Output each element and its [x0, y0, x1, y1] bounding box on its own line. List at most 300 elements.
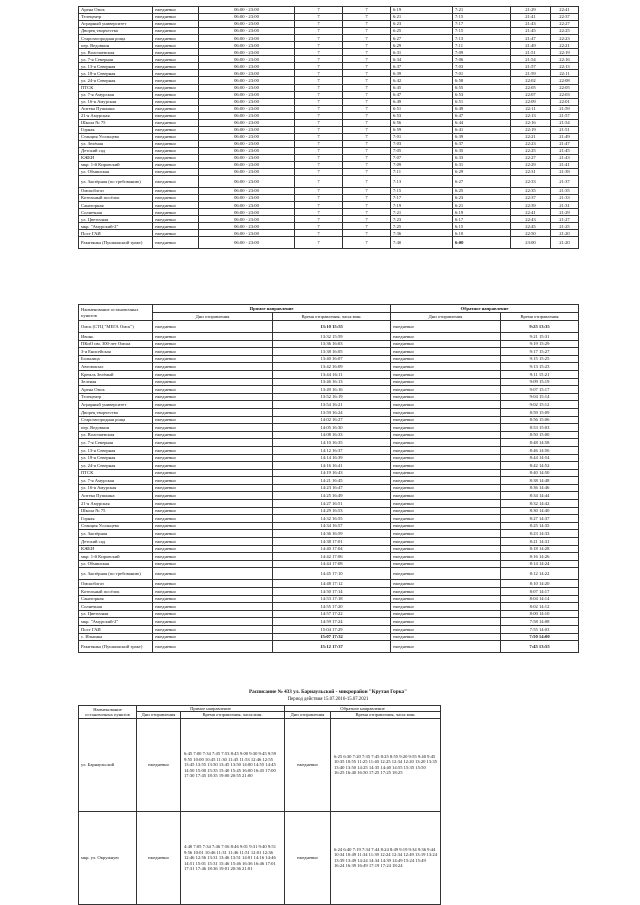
- interval-cell: 7: [295, 188, 343, 195]
- time-cell: 14:14 16:39: [273, 454, 391, 462]
- table-row: [79, 35, 579, 42]
- days-cell: ежедневно: [153, 21, 199, 28]
- table-row: [79, 641, 579, 653]
- stop-name: Аграрный университет: [79, 401, 153, 409]
- interval-cell: 7: [295, 209, 343, 216]
- days-cell: ежедневно: [153, 98, 199, 105]
- hours-cell: 06:00 - 23:00: [199, 112, 295, 119]
- time-cell: 9:07 15:17: [501, 386, 579, 394]
- interval-cell: 7: [343, 35, 391, 42]
- days-cell: ежедневно: [153, 84, 199, 91]
- stop-name: ул. 13-я Северная: [79, 446, 153, 454]
- stop-name: мкр. 1-й Кировский: [79, 162, 153, 169]
- time-cell: 22:19: [551, 49, 579, 56]
- hours-cell: 06:00 - 23:00: [199, 176, 295, 188]
- r3-header-days2: Дни отправления: [285, 712, 331, 718]
- interval-cell: 7: [295, 126, 343, 133]
- time-cell: 6:42: [391, 77, 453, 84]
- interval-cell: 7: [295, 49, 343, 56]
- stop-name: ПТСК: [79, 84, 153, 91]
- interval-cell: 7: [295, 202, 343, 209]
- table-row: [79, 462, 579, 470]
- days-cell: ежедневно: [153, 237, 199, 249]
- hours-cell: 06:00 - 23:00: [199, 209, 295, 216]
- days-cell: ежедневно: [391, 416, 501, 424]
- stop-name: Аптека Пушкина: [79, 105, 153, 112]
- days-cell: ежедневно: [153, 424, 273, 432]
- time-cell: 7:11: [391, 169, 453, 176]
- days-cell: ежедневно: [153, 119, 199, 126]
- table-row: [79, 595, 579, 603]
- time-cell: 14:55 17:20: [273, 603, 391, 611]
- days-cell: ежедневно: [153, 484, 273, 492]
- stop-name: Детский сад: [79, 147, 153, 154]
- hours-cell: 06:00 - 23:00: [199, 63, 295, 70]
- stop-name: КЖБИ: [79, 154, 153, 161]
- stop-name: 3-я Енисейская: [79, 348, 153, 356]
- stop-name: 21-я Амурская: [79, 112, 153, 119]
- days-cell: ежедневно: [153, 202, 199, 209]
- stop-name: Дворец творчества: [79, 28, 153, 35]
- time-cell: 14:21 16:45: [273, 477, 391, 485]
- days-cell: ежедневно: [153, 401, 273, 409]
- time-cell: 21:39: [551, 169, 579, 176]
- time-cell: 13:52 16:19: [273, 393, 391, 401]
- time-cell: 8:48 14:58: [501, 439, 579, 447]
- time-cell: 8:25 14:35: [501, 522, 579, 530]
- stop-name: Станция Усольцева: [79, 133, 153, 140]
- time-cell: 21:29: [551, 209, 579, 216]
- stop-name: Старозагородная роща: [79, 35, 153, 42]
- interval-cell: 7: [343, 119, 391, 126]
- time-cell: 22:19: [511, 126, 551, 133]
- hours-cell: 06:00 - 23:00: [199, 7, 295, 14]
- days-cell: ежедневно: [153, 370, 273, 378]
- days-cell: ежедневно: [153, 641, 273, 653]
- time-cell: 8:46 14:56: [501, 446, 579, 454]
- interval-cell: 7: [295, 216, 343, 223]
- days-cell: ежедневно: [153, 147, 199, 154]
- time-cell: 15:12 17:37: [273, 641, 391, 653]
- days-cell: ежедневно: [153, 154, 199, 161]
- time-cell: 8:12 14:22: [501, 568, 579, 580]
- table-row: [79, 386, 579, 394]
- time-cell: 8:56 15:06: [501, 416, 579, 424]
- days-cell: ежедневно: [391, 363, 501, 371]
- days-cell: ежедневно: [153, 538, 273, 546]
- time-cell: 14:38 17:01: [273, 538, 391, 546]
- time-cell: 22:43: [511, 216, 551, 223]
- table-row: [79, 603, 579, 611]
- time-cell: 8:50 15:00: [501, 431, 579, 439]
- header-times: Время отправления, часы:мин.: [273, 313, 391, 321]
- time-cell: 21:20: [551, 230, 579, 237]
- hours-cell: 06:00 - 23:00: [199, 14, 295, 21]
- time-cell: 21:41: [551, 162, 579, 169]
- route-validity: Период действия 15.07.2016-15.07.2021: [287, 697, 369, 702]
- stop-name: ПКиО им. 300-лет Омска: [79, 340, 153, 348]
- time-cell: 7:07: [391, 154, 453, 161]
- table-row: [79, 363, 579, 371]
- days-cell: ежедневно: [153, 56, 199, 63]
- days-cell: ежедневно: [153, 348, 273, 356]
- stop-name: ул. Заозёрная (по требованию): [79, 568, 153, 580]
- time-cell: 7:09: [391, 162, 453, 169]
- days-cell: ежедневно: [153, 588, 273, 596]
- table-row: [79, 378, 579, 386]
- stop-name: мкр. 1-й Кировский: [79, 553, 153, 561]
- time-cell: 21:49: [551, 133, 579, 140]
- days-cell: ежедневно: [137, 718, 181, 811]
- table-row: [79, 42, 579, 49]
- interval-cell: 7: [295, 84, 343, 91]
- table-row: [79, 530, 579, 538]
- days-cell: ежедневно: [153, 333, 273, 341]
- table-row: [79, 545, 579, 553]
- days-cell: ежедневно: [391, 560, 501, 568]
- time-cell: 22:21: [511, 133, 551, 140]
- stop-name: Старозагородная роща: [79, 416, 153, 424]
- interval-cell: 7: [343, 14, 391, 21]
- time-cell: 7:15: [453, 28, 511, 35]
- r3-header-forward: Прямое направление: [137, 706, 285, 712]
- table-row: [79, 147, 579, 154]
- time-cell: 6:29: [391, 42, 453, 49]
- hours-cell: 06:00 - 23:00: [199, 42, 295, 49]
- header-times2: Время отправления: [501, 313, 579, 321]
- days-cell: ежедневно: [391, 462, 501, 470]
- days-cell: ежедневно: [153, 35, 199, 42]
- stop-name: пер. Ведовкин: [79, 424, 153, 432]
- stop-name: ул. 16-я Амурская: [79, 484, 153, 492]
- time-cell: 14:29 16:53: [273, 507, 391, 515]
- time-cell: 9:02 15:12: [501, 401, 579, 409]
- interval-cell: 7: [343, 230, 391, 237]
- time-cell: 7:01: [391, 133, 453, 140]
- stop-name: Ракитянка (Пушкинский тракт): [79, 237, 153, 249]
- days-cell: ежедневно: [391, 333, 501, 341]
- days-cell: ежедневно: [391, 538, 501, 546]
- time-cell: 6:33: [453, 154, 511, 161]
- interval-cell: 7: [343, 84, 391, 91]
- days-cell: ежедневно: [391, 431, 501, 439]
- days-cell: ежедневно: [153, 625, 273, 633]
- table-row: [79, 91, 579, 98]
- days-cell: ежедневно: [153, 618, 273, 626]
- r3-header-stops: Наименование остановочных пунктов: [79, 706, 137, 719]
- table-row: [79, 477, 579, 485]
- days-cell: ежедневно: [391, 515, 501, 523]
- table-row: [79, 355, 579, 363]
- hours-cell: 06:00 - 23:00: [199, 162, 295, 169]
- days-cell: ежедневно: [153, 545, 273, 553]
- time-cell: 8:18 14:28: [501, 545, 579, 553]
- days-cell: ежедневно: [153, 522, 273, 530]
- time-cell: 6:53: [391, 112, 453, 119]
- stop-name: ул. Цветочная: [79, 610, 153, 618]
- days-cell: ежедневно: [391, 553, 501, 561]
- time-cell: 22:08: [551, 77, 579, 84]
- table-row: [79, 49, 579, 56]
- stop-name: ул. 7-я Амурская: [79, 91, 153, 98]
- days-cell: ежедневно: [153, 126, 199, 133]
- days-cell: ежедневно: [153, 169, 199, 176]
- time-cell: 14:53 17:18: [273, 595, 391, 603]
- days-cell: ежедневно: [153, 393, 273, 401]
- r3-blank: [441, 811, 579, 904]
- time-cell: 22:29: [511, 162, 551, 169]
- table-row: [79, 431, 579, 439]
- stop-name: Детский сад: [79, 538, 153, 546]
- stop-name: Котельный посёлок: [79, 588, 153, 596]
- days-cell: ежедневно: [153, 42, 199, 49]
- days-cell: ежедневно: [153, 477, 273, 485]
- days-cell: ежедневно: [153, 70, 199, 77]
- hours-cell: 06:00 - 23:00: [199, 56, 295, 63]
- time-cell: 8:10 14:20: [501, 580, 579, 588]
- table-row: [79, 154, 579, 161]
- time-cell: 21:35: [551, 188, 579, 195]
- time-cell: 13:38 16:05: [273, 348, 391, 356]
- time-cell: 7:06: [453, 56, 511, 63]
- interval-cell: 7: [343, 77, 391, 84]
- time-cell: 8:27 14:37: [501, 515, 579, 523]
- days-cell: ежедневно: [153, 363, 273, 371]
- table-row: [79, 188, 579, 195]
- times-list: 6:25 6:30 7:20 7:35 7:45 8:25 8:55 9:20 9:55 9:40 9:45 10:35 10:55 11:25 11:40 12:25 12:34 12:20 13:20 13:35 13:40 13:50 14:25 14:35 14:40 14:55 15:35 15:50 16:25 16:40 16:50 17:25 17:25 18:25: [331, 718, 441, 811]
- interval-cell: 7: [343, 98, 391, 105]
- interval-cell: 7: [343, 209, 391, 216]
- table-row: [79, 633, 579, 641]
- days-cell: ежедневно: [153, 321, 273, 333]
- table-row: [79, 230, 579, 237]
- stop-name: ул. 24-я Северная: [79, 462, 153, 470]
- days-cell: ежедневно: [391, 522, 501, 530]
- interval-cell: 7: [295, 140, 343, 147]
- table-row: [79, 56, 579, 63]
- table-row: [79, 348, 579, 356]
- time-cell: 6:56: [391, 119, 453, 126]
- time-cell: 14:44 17:08: [273, 560, 391, 568]
- interval-cell: 7: [295, 223, 343, 230]
- interval-cell: 7: [295, 42, 343, 49]
- time-cell: 22:33: [511, 176, 551, 188]
- time-cell: 7:19: [391, 202, 453, 209]
- mid-schedule-table: [78, 304, 579, 653]
- stop-name: Омскоблгаз: [79, 580, 153, 588]
- table-row: [79, 484, 579, 492]
- table-row: [79, 507, 579, 515]
- time-cell: 6:41: [453, 126, 511, 133]
- hours-cell: 06:00 - 23:00: [199, 154, 295, 161]
- time-cell: 6:37: [391, 63, 453, 70]
- interval-cell: 7: [295, 162, 343, 169]
- days-cell: ежедневно: [153, 162, 199, 169]
- days-cell: ежедневно: [153, 469, 273, 477]
- days-cell: ежедневно: [391, 477, 501, 485]
- table-row: [79, 321, 579, 333]
- stop-name: ул. Волочаевская: [79, 431, 153, 439]
- time-cell: 6:27: [391, 35, 453, 42]
- time-cell: 21:37: [551, 176, 579, 188]
- time-cell: 9:21 15:31: [501, 333, 579, 341]
- time-cell: 22:50: [511, 230, 551, 237]
- stop-name: Солнечная: [79, 209, 153, 216]
- days-cell: ежедневно: [153, 515, 273, 523]
- time-cell: 13:44 16:11: [273, 370, 391, 378]
- route-schedule-table: [78, 705, 579, 905]
- time-cell: 21:27: [551, 216, 579, 223]
- time-cell: 6:15: [453, 223, 511, 230]
- days-cell: ежедневно: [391, 340, 501, 348]
- table-row: [79, 202, 579, 209]
- table-row: [79, 580, 579, 588]
- stop-name: ул. Барнаульской: [79, 718, 137, 811]
- time-cell: 14:32 16:55: [273, 515, 391, 523]
- time-cell: 21:20: [551, 237, 579, 249]
- days-cell: ежедневно: [153, 595, 273, 603]
- time-cell: 9:15 15:25: [501, 355, 579, 363]
- interval-cell: 7: [343, 21, 391, 28]
- time-cell: 9:13 15:23: [501, 363, 579, 371]
- time-cell: 6:58: [453, 77, 511, 84]
- time-cell: 13:42 16:09: [273, 363, 391, 371]
- table-row: [79, 811, 579, 904]
- time-cell: 6:53: [453, 91, 511, 98]
- interval-cell: 7: [343, 176, 391, 188]
- time-cell: 13:54 16:21: [273, 401, 391, 409]
- r3-header-times2: Время отправления, часы:мин.: [331, 712, 441, 718]
- time-cell: 7:23: [391, 216, 453, 223]
- time-cell: 22:07: [511, 91, 551, 98]
- time-cell: 22:25: [551, 28, 579, 35]
- stop-name: Санаторная: [79, 595, 153, 603]
- time-cell: 6:25: [453, 188, 511, 195]
- stop-name: ул. 7-я Амурская: [79, 477, 153, 485]
- stop-name: Автовокзал: [79, 363, 153, 371]
- time-cell: 6:47: [391, 91, 453, 98]
- days-cell: ежедневно: [153, 462, 273, 470]
- stop-name: Телецентр: [79, 14, 153, 21]
- time-cell: 14:16 16:41: [273, 462, 391, 470]
- hours-cell: 06:00 - 23:00: [199, 140, 295, 147]
- table-row: [79, 14, 579, 21]
- time-cell: 8:07 14:17: [501, 588, 579, 596]
- time-cell: 22:35: [511, 188, 551, 195]
- table-row: [79, 370, 579, 378]
- table-row: [79, 610, 579, 618]
- time-cell: 6:44: [453, 119, 511, 126]
- days-cell: ежедневно: [391, 568, 501, 580]
- stop-name: Станция Усольцева: [79, 522, 153, 530]
- stop-name: ул. Обнинская: [79, 169, 153, 176]
- stop-name: ул. 18-я Северная: [79, 70, 153, 77]
- time-cell: 22:01: [551, 98, 579, 105]
- days-cell: ежедневно: [153, 91, 199, 98]
- days-cell: ежедневно: [153, 140, 199, 147]
- interval-cell: 7: [295, 133, 343, 140]
- time-cell: 6:17: [453, 216, 511, 223]
- time-cell: 7:17: [391, 195, 453, 202]
- time-cell: 13:49 16:16: [273, 386, 391, 394]
- days-cell: ежедневно: [391, 401, 501, 409]
- time-cell: 22:41: [511, 209, 551, 216]
- interval-cell: 7: [295, 77, 343, 84]
- time-cell: 22:27: [511, 154, 551, 161]
- hours-cell: 06:00 - 23:00: [199, 169, 295, 176]
- table-row: [79, 98, 579, 105]
- time-cell: 7:25: [391, 223, 453, 230]
- stop-name: ул. Заозёрная: [79, 530, 153, 538]
- time-cell: 8:36 14:46: [501, 484, 579, 492]
- days-cell: ежедневно: [153, 633, 273, 641]
- interval-cell: 7: [295, 14, 343, 21]
- time-cell: 14:27 16:51: [273, 500, 391, 508]
- table-row: [79, 469, 579, 477]
- interval-cell: 7: [343, 162, 391, 169]
- stop-name: Горная: [79, 515, 153, 523]
- time-cell: 14:10 16:35: [273, 439, 391, 447]
- stop-name: Омск (СТЦ "МЕГА Омск"): [79, 321, 153, 333]
- time-cell: 6:34: [391, 56, 453, 63]
- time-cell: 7:21: [391, 209, 453, 216]
- stop-name: пер. Ведовкин: [79, 42, 153, 49]
- time-cell: 21:59: [551, 105, 579, 112]
- interval-cell: 7: [343, 188, 391, 195]
- hours-cell: 06:00 - 23:00: [199, 21, 295, 28]
- time-cell: 8:02 14:12: [501, 603, 579, 611]
- days-cell: ежедневно: [391, 610, 501, 618]
- time-cell: 9:04 15:14: [501, 393, 579, 401]
- days-cell: ежедневно: [285, 718, 331, 811]
- time-cell: 14:48 17:12: [273, 580, 391, 588]
- days-cell: ежедневно: [153, 63, 199, 70]
- table-row: [79, 84, 579, 91]
- interval-cell: 7: [343, 216, 391, 223]
- time-cell: 6:59: [391, 126, 453, 133]
- time-cell: 7:58 14:08: [501, 618, 579, 626]
- hours-cell: 06:00 - 23:00: [199, 70, 295, 77]
- hours-cell: 06:00 - 23:00: [199, 188, 295, 195]
- table-row: [79, 133, 579, 140]
- table-row: [79, 119, 579, 126]
- stop-name: Горная: [79, 126, 153, 133]
- table-row: [79, 500, 579, 508]
- interval-cell: 7: [343, 195, 391, 202]
- days-cell: ежедневно: [391, 492, 501, 500]
- time-cell: 22:02: [511, 77, 551, 84]
- time-cell: 8:23 14:33: [501, 530, 579, 538]
- time-cell: 21:45: [511, 28, 551, 35]
- time-cell: 14:19 16:43: [273, 469, 391, 477]
- days-cell: ежедневно: [391, 446, 501, 454]
- stop-name: ПТСК: [79, 469, 153, 477]
- time-cell: 6:23: [453, 195, 511, 202]
- table-row: [79, 70, 579, 77]
- time-cell: 8:59 15:09: [501, 408, 579, 416]
- interval-cell: 7: [295, 63, 343, 70]
- table-row: [79, 393, 579, 401]
- days-cell: ежедневно: [153, 507, 273, 515]
- stop-name: Дворец творчества: [79, 408, 153, 416]
- days-cell: ежедневно: [153, 209, 199, 216]
- time-cell: 7:03: [391, 140, 453, 147]
- time-cell: 9:19 15:29: [501, 340, 579, 348]
- time-cell: 7:13: [391, 176, 453, 188]
- time-cell: 22:21: [551, 42, 579, 49]
- time-cell: 8:34 14:44: [501, 492, 579, 500]
- time-cell: 6:19: [453, 209, 511, 216]
